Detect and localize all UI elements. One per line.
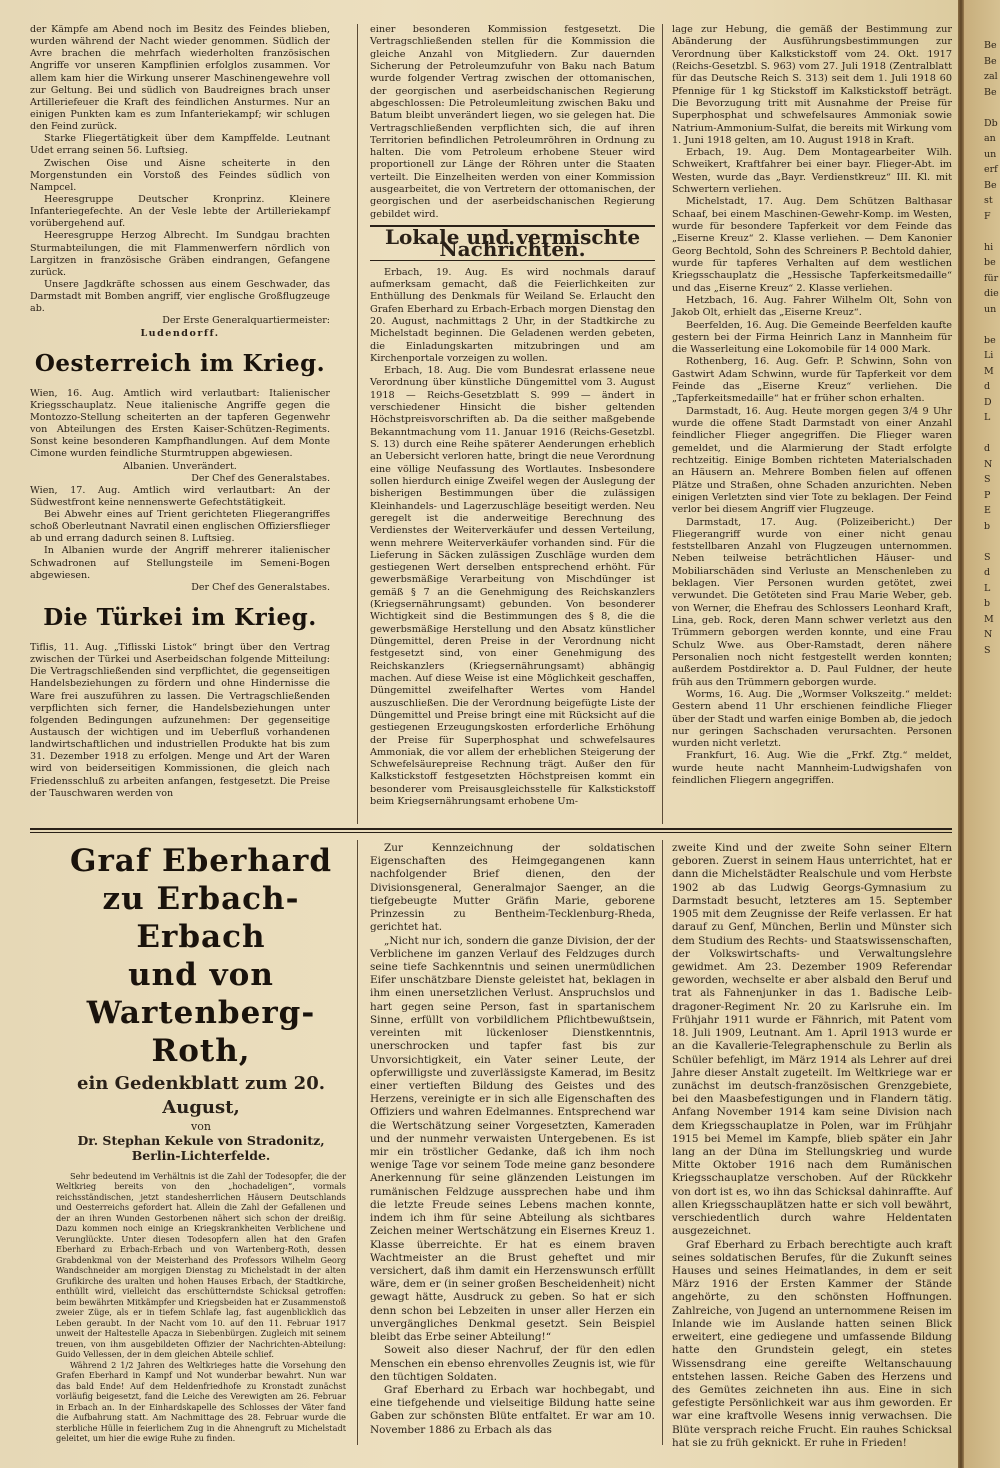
- adjacent-page-edge: [964, 0, 1000, 1468]
- column-a: [30, 24, 330, 800]
- paragraph: Starke Fliegertätigkeit über dem Kampffelde. Leutnant Udet errang seinen 56. Luftsieg.: [30, 133, 330, 157]
- paragraph: Wien, 16. Aug. Amtlich wird verlautbart: Italienischer Kriegsschauplatz. Neue italienische Angriffe gegen die Montozzo-Stellung scheiterten an der tapferen Gegenwehr von Abteilungen des Ersten Kaiser-Schützen-Regiments. Sonst keine besonderen Kampfhandlungen. Auf dem Monte Cimone wurden feindliche Sturmtruppen abgewiesen.: [30, 387, 330, 460]
- memorial-column-e: [370, 842, 655, 1437]
- paragraph: lage zur Hebung, die gemäß der Bestimmung zur Abänderung der Ausführungsbestimmungen zur Verordnung über Kalkstickstoff vom 24. Okt. 1917 (Reichs-Gesetzbl. S. 963) vom 27. Juli 1918 (Zentralblatt für das Deutsche Reich S. 313) seit dem 1. Juli 1918 60 Pfennige für 1 kg Stickstoff im Kalkstickstoff beträgt. Die Bevorzugung tritt mit Ausnahme der Preise für Superphosphat und schwefelsaures Ammoniak sowie Natrium-Ammonium-Sulfat, die bereits mit Wirkung vom 1. Juni 1918 gelten, am 10. August 1918 in Kraft.: [672, 24, 952, 146]
- paragraph: Unsere Jagdkräfte schossen aus einem Geschwader, das Darmstadt mit Bomben angriff, vier englische Großflugzeuge ab.: [30, 278, 330, 315]
- section-heading-turkey: Die Türkei im Krieg.: [43, 604, 317, 632]
- column-b: [370, 24, 655, 808]
- column-divider: [662, 24, 663, 824]
- memorial-author: Dr. Stephan Kekule von Stradonitz, Berlin-Lichterfelde.: [77, 1132, 325, 1163]
- paragraph: Darmstadt, 17. Aug. (Polizeibericht.) Der Fliegerangriff wurde von einer nicht genau feststellbaren Anzahl von Flugzeugen unternommen. Neben teilweise beträchtlichen Häuser- und Mobiliarschäden sind Verluste an Menschenleben zu beklagen. Vier Personen wurden getötet, zwei verwundet. Die Getöteten sind Frau Marie Weber, geb. von Werner, die Ehefrau des Schlossers Leonhard Kraft, Lina, geb. Rock, deren Mann schwer verletzt aus den Trümmern geborgen werden konnte, und eine Frau Schulz Wwe. aus Ober-Ramstadt, deren nähere Personalien noch nicht festgestellt werden konnten; außerdem Postdirektor a. D. Paul Fuldner, der heute früh aus den Trümmern geborgen wurde.: [672, 516, 952, 688]
- paragraph: zweite Kind und der zweite Sohn seiner Eltern geboren. Zuerst in seinem Haus unterrichtet, hat er dann die Michelstädter Realschule und vom Herbste 1902 ab das Ludwig Georgs-Gymnasium zu Darmstadt besucht, letzteres am 15. September 1905 mit dem Zeugnisse der Reife verlassen. Er hat darauf zu Genf, München, Berlin und Münster sich dem Studium des Rechts- und Staatswissenschaften, der Volkswirtschafts- und Verwaltungslehre gewidmet. Am 23. Dezember 1909 Referendar geworden, wechselte er aber alsbald den Beruf und trat als Fahnenjunker in das 1. Badische Leib-dragoner-Regiment Nr. 20 zu Karlsruhe ein. Im Frühjahr 1911 wurde er Fähnrich, mit Patent vom 18. Juli 1909, Leutnant. Am 1. April 1913 wurde er an die Kavallerie-Telegraphenschule zu Berlin als Schüler befehligt, im März 1914 als Lehrer auf drei Jahre dieser Anstalt zugeteilt. Im Weltkriege war er zunächst im deutsch-französischen Grenzgebiete, bei den Maasbefestigungen und in Flandern tätig. Anfang November 1914 kam seine Division nach dem Kriegsschauplatze in Polen, war im Frühjahr 1915 bei Memel im Kampfe, blieb später ein Jahr lang an der Düna im Stellungskrieg und wurde Mitte Oktober 1916 nach dem Rumänischen Kriegsschauplatze verschoben. Auf der Rückkehr von dort ist es, wo ihn das Schicksal dahinraffte. Auf allen Kriegsschauplätzen hatte er sich voll bewährt, verschiedentlich durch wahre Heldentaten ausgezeichnet.: [672, 842, 952, 1238]
- section-rule: [30, 832, 952, 833]
- paragraph: Hetzbach, 16. Aug. Fahrer Wilhelm Olt, Sohn von Jakob Olt, erhielt das „Eiserne Kreuz“.: [672, 294, 952, 319]
- paragraph: einer besonderen Kommission festgesetzt. Die Vertragschließenden stellen für die Kommission die gleiche Anzahl von Mitgliedern. Zur dauernden Sicherung der Petroleumzufuhr von Baku nach Batum wurde folgender Vertrag zwischen der ottomanischen, der georgischen und aserbeidschanischen Regierung abgeschlossen: Die Petroleumleitung zwischen Baku und Batum bleibt unverändert liegen, wo sie gelegen hat. Die Vertragschließenden verpflichten sich, die auf ihren Territorien befindlichen Petroleumröhren in Ordnung zu halten. Die vom Petroleum erhobene Steuer wird proportionell zur Länge der Röhren unter die Staaten verteilt. Die Einzelheiten werden von einer Kommission ausgearbeitet, die von Vertretern der ottomanischen, der georgischen und der aserbeidschanischen Regierung gebildet wird.: [370, 24, 655, 220]
- signature-title: Der Chef des Generalstabes.: [191, 472, 330, 484]
- paragraph: Graf Eberhard zu Erbach berechtigte auch kraft seines soldatischen Berufes, für die Zukunft seines Hauses und seines Heimatlandes, in dem er seit März 1916 der Ersten Kammer der Stände angehörte, zu den schönsten Hoffnungen. Zahlreiche, von Jugend an unternommene Reisen im Inlande wie im Auslande hatten seinen Blick erweitert, eine gediegene und umfassende Bildung hatte den Grundstein gelegt, ein stetes Wissensdrang eine gereifte Weltanschauung entstehen lassen. Reiche Gaben des Herzens und des Gemütes zeichneten ihn aus. Eine in sich gefestigte Persönlichkeit war aus ihm geworden. Er war eine kraftvolle Wesens innig verwachsen. Die Blüte versprach reiche Frucht. Ein rauhes Schicksal hat sie zu früh geknickt. Er ruhe in Frieden!: [672, 1238, 952, 1449]
- paragraph: der Kämpfe am Abend noch im Besitz des Feindes blieben, wurden während der Nacht wieder genommen. Südlich der Avre brachen die mehrfach wiederholten französischen Angriffe vor unseren Kampflinien erfolglos zusammen. Vor allem kam hier die Wirkung unserer Maschinengewehre voll zur Geltung. Bei und südlich von Baudreignes brach unser Artilleriefeuer die Kraft des feindlichen Ansturmes. Nur an einigen Punkten kam es zum Infanteriekampf; wir schlugen den Feind zurück.: [30, 24, 330, 133]
- paragraph: Erbach, 18. Aug. Die vom Bundesrat erlassene neue Verordnung über künstliche Düngemittel vom 3. August 1918 — Reichs-Gesetzblatt S. 999 — ändert in verschiedener Hinsicht die bisher geltenden Höchstpreisvorschriften ab. Da die seither maßgebende Bekanntmachung vom 11. Januar 1916 (Reichs-Gesetzbl. S. 13) durch eine Reihe späterer Aenderungen erheblich an Uebersicht verloren hatte, bringt die neue Verordnung eine völlige Neufassung des Wortlautes. Insbesondere sollen hierdurch einige Zweifel wegen der Auslegung der bisherigen Bestimmungen über die zulässigen Kleinhandels- und Lagerzuschläge beseitigt werden. Neu geregelt ist die anderweitige Berechnung des Verdienstes der Weiterverkäufer und dessen Verteilung, wenn mehrere Weiterverkäufer vorhanden sind. Für die Lieferung in Säcken zulässigen Zuschläge wurden dem gestiegenen Wert derselben entsprechend erhöht. Für gewerbsmäßige Verarbeitung von Mischdünger ist gemäß § 7 an die Genehmigung des Reichskanzlers (Kriegsernährungsamt) gebunden. Von besonderer Wichtigkeit sind die Bestimmungen des § 8, die die gewerbsmäßige Herstellung und den Absatz künstlicher Düngemittel, deren Preise in der Verordnung nicht festgesetzt sind, von einer Genehmigung des Reichskanzlers (Kriegsernährungsamt) abhängig machen. Auf diese Weise ist eine Möglichkeit geschaffen, Düngemittel zweifelhafter Wertes vom Handel auszuschließen. Die der Verordnung beigefügte Liste der Düngemittel und Preise bringt eine mit Rücksicht auf die gestiegenen Erzeugungskosten erforderliche Erhöhung der Preise für Superphosphat und schwefelsaures Ammoniak, die vor allem der erheblichen Steigerung der Schwefelsäurepreise Rechnung trägt. Außer den für Kalkstickstoff festgesetzten Höchstpreisen kommt ein besonderer vom Preisausgleichsstelle für Kalkstickstoff beim Kriegsernährungsamt erhobene Um-: [370, 365, 655, 808]
- paragraph: „Nicht nur ich, sondern die ganze Division, der der Verblichene im ganzen Verlauf des Feldzuges durch seine tiefe Sachkenntnis und seinen unermüdlichen Eifer unschätzbare Dienste geleistet hat, beklagen in ihm einen unersetzlichen Verlust. Anspruchslos und hart gegen seine Person, fast in spartanischem Sinne, erfüllt von vorbildlichem Pflichtbewußtsein, vereinten mit lückenloser Dienstkenntnis, unerschrocken und tapfer fast bis zur Unvorsichtigkeit, ein Vater seiner Leute, der opferwilligste und zuverlässigste Kamerad, im Besitz einer vertieften Bildung des Geistes und des Herzens, vereinigte er in sich alle Eigenschaften des Offiziers und wahren Edelmannes. Entsprechend war die Wertschätzung seiner Vorgesetzten, Kameraden und der nunmehr verwaisten Untergebenen. Es ist mir ein tröstlicher Gedanke, daß ich ihm noch wenige Tage vor seinem Tode meine ganz besondere Anerkennung für seine glänzenden Leistungen im rumänischen Feldzuge aussprechen habe und ihm die letzte Freude seines Lebens machen konnte, indem ich ihm für seine Abteilung als sichtbares Zeichen meiner Wertschätzung ein Eisernes Kreuz 1. Klasse überreichte. Er hat es einem braven Wachtmeister an die Brust geheftet und mir versichert, daß ihm damit ein Herzenswunsch erfüllt wäre, dem er (in seiner großen Bescheidenheit) nicht gewagt hätte, Ausdruck zu geben. So hat er sich denn schon bei Lebzeiten in unser aller Herzen ein unvergängliches Denkmal gesetzt. Sein Beispiel bleibt das Erbe seiner Abteilung!“: [370, 934, 655, 1344]
- paragraph: Bei Abwehr eines auf Trient gerichteten Fliegerangriffes schoß Oberleutnant Navratil einen englischen Offiziersflieger ab und errang dadurch seinen 8. Luftsieg.: [30, 509, 330, 545]
- adjacent-page-text: Be Be zal Be Db an un erf Be st F hi be für die un be Li M d D L d N S P E b S d L b M N S: [984, 40, 999, 656]
- memorial-by: von: [191, 1120, 211, 1133]
- paragraph: Beerfelden, 16. Aug. Die Gemeinde Beerfelden kaufte gestern bei der Firma Heinrich Lanz in Mannheim für die Wasserleitung eine Lokomobile für 14 000 Mark.: [672, 319, 952, 356]
- signature-title: Der Chef des Generalstabes.: [191, 581, 330, 593]
- section-heading-local-news: Lokale und vermischte Nachrichten.: [370, 225, 655, 261]
- memorial-column-d: [56, 842, 346, 1444]
- paragraph: Soweit also dieser Nachruf, der für den edlen Menschen ein ebenso ehrenvolles Zeugnis ist, wie für den tüchtigen Soldaten.: [370, 1344, 655, 1383]
- section-heading-austria: Oesterreich im Krieg.: [34, 349, 326, 377]
- paragraph: Albanien. Unverändert.: [123, 460, 237, 472]
- paragraph: Zwischen Oise und Aisne scheiterte in den Morgenstunden ein Vorstoß des Feindes südlich von Nampcel.: [30, 157, 330, 193]
- column-divider: [357, 24, 358, 824]
- paragraph: Sehr bedeutend im Verhältnis ist die Zahl der Todesopfer, die der Weltkrieg bereits von den „hochadeligen“, vormals reichsständischen, jetzt standesherrlichen Häusern Deutschlands und Oesterreichs gefordert hat. Allein die Zahl der Gefallenen und der an ihren Wunden Gestorbenen nähert sich schon der dreißig. Dazu kommen noch einige an Kriegskrankheiten Verblichene und Verunglückte. Unter diesen Todesopfern allen hat den Grafen Eberhard zu Erbach-Erbach und von Wartenberg-Roth, dessen Grabdenkmal von der Meisterhand des Professors Wilhelm Georg Wandschneider am morgigen Dienstag zu Michelstadt in der alten Grufikirche des uralten und hohen Hauses Erbach, der Stadtkirche, enthüllt wird, vielleicht das erschütterndste Schicksal getroffen: beim bewährten Mitkämpfer und Kriegsbeiden hat er Zusammenstoß zweier Züge, als er in tiefem Schlafe lag, fast augenblicklich das Leben geraubt. In der Nacht vom 10. auf den 11. Februar 1917 unweit der Haltestelle Apacza in Siebenbürgen. Zugleich mit seinem treuen, von ihm ausgebildeten Offizier der Nachrichten-Abteilung: Guido Vellessen, der in dem gleichen Abteile schlief.: [56, 1170, 346, 1360]
- paragraph: Darmstadt, 16. Aug. Heute morgen gegen 3/4 9 Uhr wurde die offene Stadt Darmstadt von einer Anzahl feindlicher Flieger angegriffen. Die Flieger waren gemeldet, und die Alarmierung der Stadt erfolgte rechtzeitig. Einige Bomben richteten Materialschaden an Häusern an. Mehrere Bomben fielen auf offenen Plätze und Straßen, ohne Schaden anzurichten. Neben einigen Verletzten sind vier Tote zu beklagen. Der Feind verlor bei diesem Angriff vier Flugzeuge.: [672, 405, 952, 516]
- memorial-subtitle: ein Gedenkblatt zum 20. August,: [77, 1073, 325, 1118]
- paragraph: Zur Kennzeichnung der soldatischen Eigenschaften des Heimgegangenen kann nachfolgender Brief dienen, den der Divisionsgeneral, Generalmajor Saenger, an die tiefgebeugte Mutter Gräfin Marie, geborene Prinzessin zu Bentheim-Tecklenburg-Rheda, gerichtet hat.: [370, 842, 655, 934]
- column-divider: [357, 840, 358, 1445]
- paragraph: Wien, 17. Aug. Amtlich wird verlautbart: An der Südwestfront keine nennenswerte Gefechtstätigkeit.: [30, 484, 330, 508]
- memorial-title-line1: Graf Eberhard zu Erbach-Erbach: [69, 843, 332, 955]
- memorial-title-line2: und von Wartenberg-Roth,: [86, 957, 316, 1069]
- paragraph: Michelstadt, 17. Aug. Dem Schützen Balthasar Schaaf, bei einem Maschinen-Gewehr-Komp. im Westen, wurde für besondere Tapferkeit vor dem Feinde das „Eiserne Kreuz“ 2. Klasse verliehen. — Dem Kanonier Georg Bechtold, Sohn des Schreiners P. Bechtold dahier, wurde für tapferes Verhalten auf dem westlichen Kriegsschauplatz die „Hessische Tapferkeitsmedaille“ und das „Eiserne Kreuz“ 2. Klasse verliehen.: [672, 196, 952, 294]
- paragraph: Erbach, 19. Aug. Dem Montagearbeiter Wilh. Schweikert, Kraftfahrer bei einer bayr. Flieger-Abt. im Westen, wurde das „Bayr. Verdienstkreuz“ III. Kl. mit Schwertern verliehen.: [672, 147, 952, 196]
- signature-title: Der Erste Generalquartiermeister:: [162, 315, 330, 327]
- paragraph: Rothenberg, 16. Aug. Gefr. P. Schwinn, Sohn von Gastwirt Adam Schwinn, wurde für Tapferkeit vor dem Feinde das „Eiserne Kreuz“ verliehen. Die „Tapferkeitsmedaille“ hat er früher schon erhalten.: [672, 356, 952, 405]
- paragraph: Worms, 16. Aug. Die „Wormser Volkszeitg.“ meldet: Gestern abend 11 Uhr erschienen feindliche Flieger über der Stadt und warfen einige Bomben ab, die jedoch nur geringen Sachschaden verursachten. Personen wurden nicht verletzt.: [672, 688, 952, 750]
- column-c: [672, 24, 952, 787]
- paragraph: Graf Eberhard zu Erbach war hochbegabt, und eine tiefgehende und vielseitige Bildung hatte seine Gaben zur schönsten Blüte entfaltet. Er war am 10. November 1886 zu Erbach als das: [370, 1383, 655, 1436]
- column-divider: [662, 840, 663, 1445]
- paragraph: In Albanien wurde der Angriff mehrerer italienischer Schwadronen auf Stellungsteile im Semeni-Bogen abgewiesen.: [30, 545, 330, 581]
- paragraph: Erbach, 19. Aug. Es wird nochmals darauf aufmerksam gemacht, daß die Feierlichkeiten zur Enthüllung des Denkmals für Weiland Se. Erlaucht den Grafen Eberhard zu Erbach-Erbach morgen Dienstag den 20. August, nachmittags 2 Uhr, in der Stadtkirche zu Michelstadt beginnen. Die Geladenen werden gebeten, die Einladungskarten mitzubringen und am Kirchenportale vorzeigen zu wollen.: [370, 266, 655, 364]
- paragraph: Während 2 1/2 Jahren des Weltkrieges hatte die Vorsehung den Grafen Eberhard in Kampf und Not wunderbar bewahrt. Nun war das bald Ende! Auf dem Heldenfriedhofe zu Kronstadt zunächst vorläufig beigesetzt, fand die Leiche des Verewigten am 26. Februar in Erbach an. In der Einhardskapelle des Schlosses der Väter fand die Aufbahrung statt. Am Nachmittage des 28. Februar wurde die sterbliche Hülle in feierlichem Zug in die Ahnengruft zu Michelstadt geleitet, um hier die ewige Ruhe zu finden.: [56, 1359, 346, 1444]
- paragraph: Frankfurt, 16. Aug. Wie die „Frkf. Ztg.“ meldet, wurde heute nacht Mannheim-Ludwigshafen von feindlichen Fliegern angegriffen.: [672, 750, 952, 787]
- paragraph: Tiflis, 11. Aug. „Tiflisski Listok“ bringt über den Vertrag zwischen der Türkei und Aserbeidschan folgende Mitteilung: Die Vertragschließenden sind verpflichtet, die gegenseitigen Handelsbeziehungen zu fördern und ohne Hindernisse die Ware frei auszuführen zu lassen. Die Vertragschließenden verpflichten sich ferner, die Handelsbeziehungen unter folgenden Bedingungen aufzunehmen: Der gegenseitige Austausch der wichtigen und im Ueberfluß vorhandenen landwirtschaftlichen und industriellen Produkte hat bis zum 31. Dezember 1918 zu erfolgen. Menge und Art der Waren wird von beiderseitigen Kommissionen, die gleich nach Friedensschluß zu arbeiten anfangen, festgesetzt. Die Preise der Tauschwaren werden von: [30, 642, 330, 799]
- signature-name: Ludendorff.: [140, 327, 220, 339]
- memorial-column-f: [672, 842, 952, 1450]
- section-rule: [30, 828, 952, 830]
- paragraph: Heeresgruppe Herzog Albrecht. Im Sundgau brachten Sturmabteilungen, die mit Flammenwerfern nördlich von Largitzen in französische Gräben eindrangen, Gefangene zurück.: [30, 230, 330, 278]
- paragraph: Heeresgruppe Deutscher Kronprinz. Kleinere Infanteriegefechte. An der Vesle lebte der Artilleriekampf vorübergehend auf.: [30, 193, 330, 230]
